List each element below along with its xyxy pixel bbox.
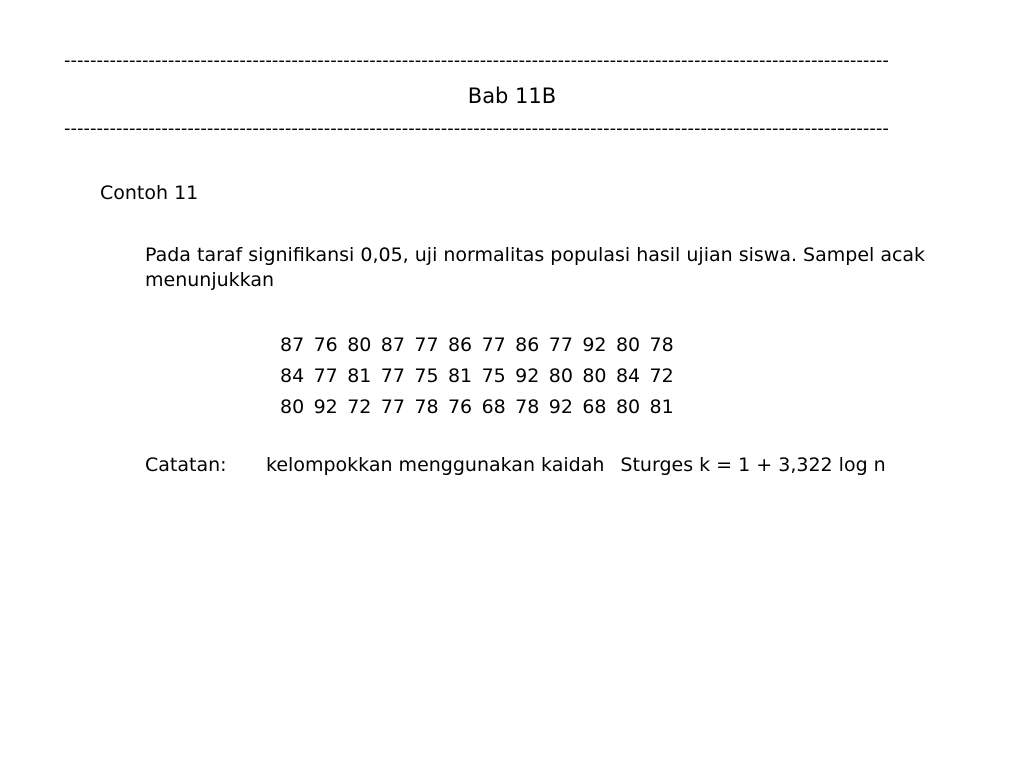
data-cell: 80 <box>280 395 305 418</box>
page-title: Bab 11B <box>467 84 557 108</box>
example-heading: Contoh 11 <box>100 182 199 204</box>
problem-statement: Pada taraf signifikansi 0,05, uji normalitas populasi hasil ujian siswa. Sampel acak menunjukkan <box>145 244 926 291</box>
top-dashed-rule: ------------------------------------------------------------------------------------------------------------------------------- <box>64 50 889 71</box>
data-cell: 68 <box>582 395 607 418</box>
data-cell: 77 <box>380 395 405 418</box>
note-line <box>145 452 886 478</box>
data-cell: 76 <box>447 395 473 418</box>
data-cell: 78 <box>414 395 439 418</box>
note-label: Catatan: <box>145 454 227 476</box>
data-cell: 92 <box>313 395 338 418</box>
data-cell: 68 <box>481 395 506 418</box>
sample-data-table <box>280 329 683 422</box>
data-cell: 81 <box>347 364 372 387</box>
sturges-rule: Sturges k = 1 + 3,322 log n <box>620 454 886 476</box>
data-cell: 78 <box>515 395 540 418</box>
data-cell: 77 <box>380 364 405 387</box>
data-cell: 87 <box>280 333 305 356</box>
note-text: kelompokkan menggunakan kaidah <box>266 454 605 476</box>
data-cell: 78 <box>649 333 674 356</box>
data-cell: 87 <box>380 333 405 356</box>
data-cell: 80 <box>548 364 573 387</box>
data-row <box>280 391 683 422</box>
data-row <box>280 329 683 360</box>
data-cell: 80 <box>615 333 641 356</box>
data-cell: 84 <box>280 364 305 387</box>
data-cell: 77 <box>414 333 439 356</box>
data-cell: 72 <box>347 395 372 418</box>
data-cell: 77 <box>548 333 573 356</box>
bottom-dashed-rule: ------------------------------------------------------------------------------------------------------------------------------- <box>64 118 889 139</box>
data-cell: 86 <box>447 333 473 356</box>
data-cell: 76 <box>313 333 338 356</box>
data-row <box>280 360 683 391</box>
data-cell: 81 <box>447 364 473 387</box>
data-cell: 75 <box>414 364 439 387</box>
data-cell: 80 <box>615 395 641 418</box>
data-cell: 77 <box>313 364 338 387</box>
data-cell: 92 <box>515 364 540 387</box>
data-cell: 92 <box>548 395 573 418</box>
data-cell: 81 <box>649 395 674 418</box>
data-cell: 80 <box>582 364 607 387</box>
data-cell: 80 <box>347 333 372 356</box>
data-cell: 86 <box>515 333 540 356</box>
data-cell: 75 <box>481 364 506 387</box>
data-cell: 92 <box>582 333 607 356</box>
data-cell: 84 <box>615 364 641 387</box>
data-cell: 77 <box>481 333 506 356</box>
data-cell: 72 <box>649 364 674 387</box>
